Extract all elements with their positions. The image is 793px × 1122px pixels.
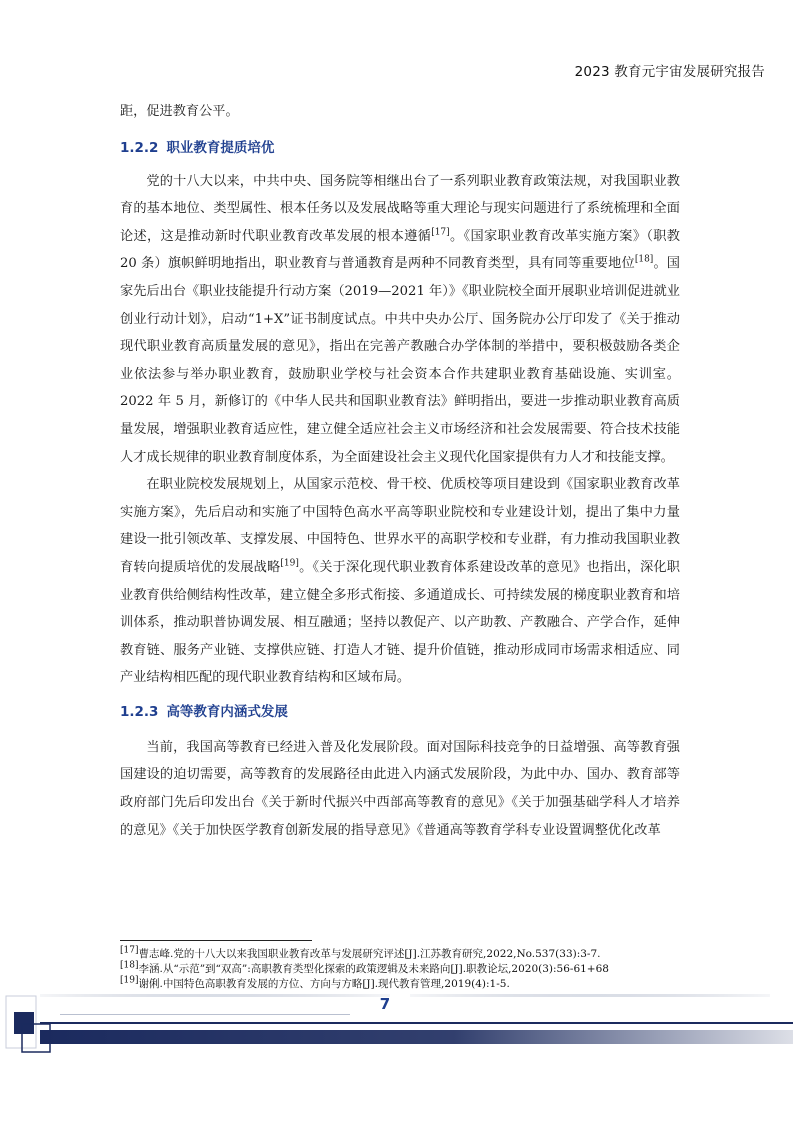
report-header-title: 2023 教育元宇宙发展研究报告 [574, 64, 765, 80]
section-heading-1-2-2 [120, 134, 680, 162]
citation-19: [19] [280, 558, 299, 569]
section-title: 高等教育内涵式发展 [166, 703, 288, 720]
main-content [120, 98, 680, 844]
section-number: 1.2.2 [120, 139, 159, 156]
footnotes [120, 947, 700, 992]
page-number: 7 [379, 995, 391, 1013]
paragraph-text: 。国家先后出台《职业技能提升行动方案（2019—2021 年）》《职业院校全面开展职业培训促进就业创业行动计划》，启动“1+X”证书制度试点。中共中央办公厅、国务院办公厅印发了《关于推动现代职业教育高质量发展的意见》，指出在完善产教融合办学体制的举措中，要积极鼓励各类企业依法参与举办职业教育，鼓励职业学校与社会资本合作共建职业教育基础设施、实训室。2022 年 5 月，新修订的《中华人民共和国职业教育法》鲜明指出，要进一步推动职业教育高质量发展，增强职业教育适应性，建立健全适应社会主义市场经济和社会发展需要、符合技术技能人才成长规律的职业教育制度体系，为全面建设社会主义现代化国家提供有力人才和技能支撑。 [120, 256, 680, 465]
paragraph-text: 。《国家职业教育改革实施方案》（职教 20 条）旗帜鲜明地指出，职业教育与普通教育是两种不同教育类型，具有同等重要地位 [120, 228, 680, 272]
intro-line: 距，促进教育公平。 [120, 104, 239, 119]
paragraph-text: 在职业院校发展规划上，从国家示范校、骨干校、优质校等项目建设到《国家职业教育改革实施方案》，先后启动和实施了中国特色高水平高等职业院校和专业建设计划，提出了集中力量建设一批引领改革、支撑发展、中国特色、世界水平的高职学校和专业群，有力推动我国职业教育转向提质培优的发展战略 [120, 477, 680, 575]
paragraph [120, 168, 680, 472]
footnote-item: [19]谢俐.中国特色高职教育发展的方位、方向与方略[J].现代教育管理,2019(4):1-5. [120, 975, 510, 990]
footnote-item: [18]李涵.从“示范”到“双高”:高职教育类型化探索的政策逻辑及未来路向[J].职教论坛,2020(3):56-61+68 [120, 960, 609, 975]
footnote-item: [17]曹志峰.党的十八大以来我国职业教育改革与发展研究评述[J].江苏教育研究,2022,No.537(33):3-7. [120, 945, 601, 960]
section-number: 1.2.3 [120, 703, 159, 720]
footnote-divider [120, 940, 312, 941]
citation-18: [18] [634, 254, 654, 265]
footer-decoration [0, 990, 793, 1060]
section-title: 职业教育提质培优 [166, 139, 275, 156]
section-heading-1-2-3 [120, 698, 680, 726]
paragraph-text: 党的十八大以来，中共中央、国务院等相继出台了一系列职业教育政策法规，对我国职业教育的基本地位、类型属性、根本任务以及发展战略等重大理论与现实问题进行了系统梳理和全面论述，这是推动新时代职业教育改革发展的根本遵循 [120, 173, 680, 244]
paragraph [120, 471, 680, 692]
paragraph: 当前，我国高等教育已经进入普及化发展阶段。面对国际科技竞争的日益增强、高等教育强国建设的迫切需要，高等教育的发展路径由此进入内涵式发展阶段，为此中办、国办、教育部等政府部门先后印发出台《关于新时代振兴中西部高等教育的意见》《关于加强基础学科人才培养的意见》《关于加快医学教育创新发展的指导意见》《普通高等教育学科专业设置调整优化改革 [120, 739, 680, 838]
paragraph-text: 。《关于深化现代职业教育体系建设改革的意见》也指出，深化职业教育供给侧结构性改革，建立健全多形式衔接、多通道成长、可持续发展的梯度职业教育和培训体系，推动职普协调发展、相互融通；坚持以教促产、以产助教、产教融合、产学合作，延伸教育链、服务产业链、支撑供应链、打造人才链、提升价值链，推动形成同市场需求相适应、同产业结构相匹配的现代职业教育结构和区域布局。 [120, 559, 680, 686]
citation-17: [17] [431, 227, 450, 238]
